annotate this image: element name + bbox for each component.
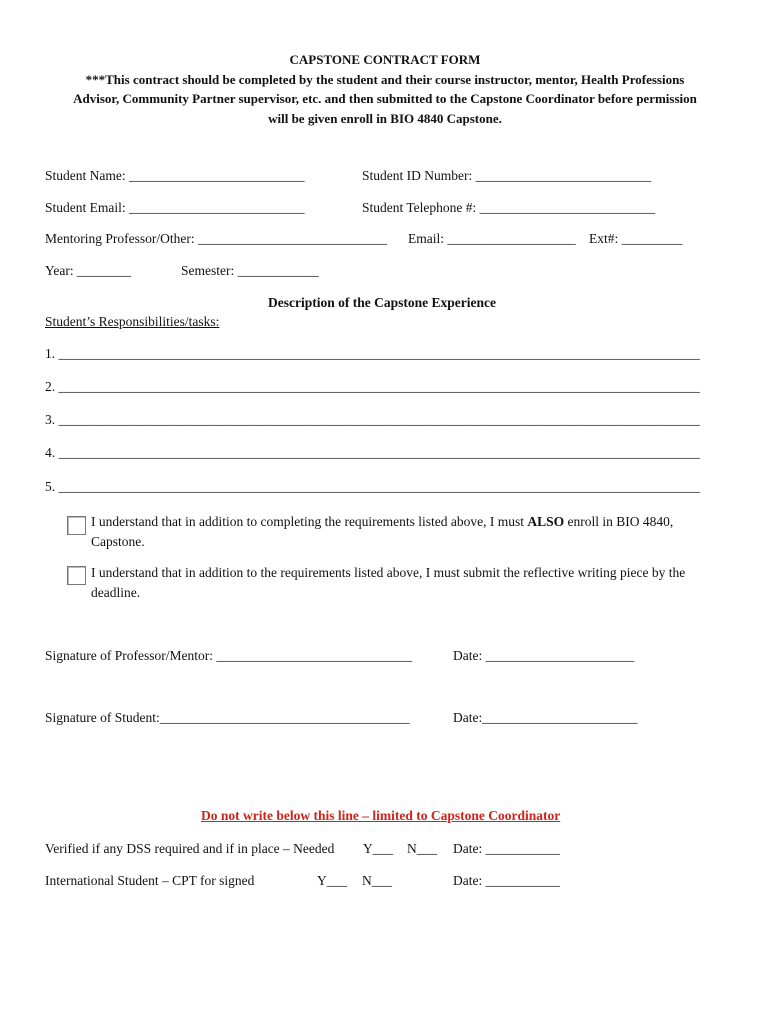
dss-label: Verified if any DSS required and if in place – Needed — [45, 841, 335, 856]
international-student-label: International Student – CPT for signed — [45, 873, 255, 888]
enroll-checkbox-label: I understand that in addition to completing the requirements listed above, I must ALSO enroll in BIO 4840, Capstone. — [91, 514, 674, 549]
professor-date-field[interactable]: Date: ______________________ — [453, 648, 635, 663]
student-email-field[interactable]: Student Email: __________________________ — [45, 200, 305, 215]
year-field[interactable]: Year: ________ — [45, 263, 132, 278]
coordinator-notice: Do not write below this line – limited to Capstone Coordinator — [201, 808, 561, 823]
task-line-5[interactable]: 5. _______________________________________________________________________________________________ — [45, 479, 700, 494]
reflective-writing-checkbox-label: I understand that in addition to the requirements listed above, I must submit the reflective writing piece by the deadline. — [91, 565, 686, 600]
cpt-date-field[interactable]: Date: ___________ — [453, 873, 560, 888]
student-telephone-field[interactable]: Student Telephone #: __________________________ — [362, 200, 656, 215]
description-heading: Description of the Capstone Experience — [268, 295, 496, 310]
semester-field[interactable]: Semester: ____________ — [181, 263, 319, 278]
mentor-field[interactable]: Mentoring Professor/Other: ____________________________ — [45, 231, 387, 246]
form-header — [40, 50, 730, 128]
student-signature-field[interactable]: Signature of Student:_____________________________________ — [45, 710, 410, 725]
reflective-writing-checkbox[interactable] — [67, 566, 86, 585]
student-name-field[interactable]: Student Name: __________________________ — [45, 168, 305, 183]
instruction-line-1: ***This contract should be completed by the student and their course instructor, mentor, Health Professions — [85, 71, 685, 87]
task-line-3[interactable]: 3. _______________________________________________________________________________________________ — [45, 412, 700, 427]
cpt-yes-field[interactable]: Y___ — [317, 873, 347, 888]
task-line-4[interactable]: 4. _______________________________________________________________________________________________ — [45, 445, 700, 460]
instruction-line-2: Advisor, Community Partner supervisor, etc. and then submitted to the Capstone Coordinator before permission — [73, 91, 697, 106]
dss-no-field[interactable]: N___ — [407, 841, 437, 856]
enroll-checkbox[interactable] — [67, 516, 86, 535]
professor-signature-field[interactable]: Signature of Professor/Mentor: _____________________________ — [45, 648, 413, 663]
task-line-2[interactable]: 2. _______________________________________________________________________________________________ — [45, 379, 700, 394]
mentor-email-field[interactable]: Email: ___________________ — [408, 231, 576, 246]
cpt-no-field[interactable]: N___ — [362, 873, 392, 888]
responsibilities-label: Student’s Responsibilities/tasks: — [45, 314, 220, 329]
dss-yes-field[interactable]: Y___ — [363, 841, 393, 856]
mentor-ext-field[interactable]: Ext#: _________ — [589, 231, 683, 246]
student-id-field[interactable]: Student ID Number: __________________________ — [362, 168, 652, 183]
dss-date-field[interactable]: Date: ___________ — [453, 841, 560, 856]
student-date-field[interactable]: Date:_______________________ — [453, 710, 638, 725]
task-line-1[interactable]: 1. _______________________________________________________________________________________________ — [45, 346, 700, 361]
instruction-line-3: will be given enroll in BIO 4840 Capstone. — [268, 110, 502, 126]
form-title: CAPSTONE CONTRACT FORM — [289, 52, 481, 67]
